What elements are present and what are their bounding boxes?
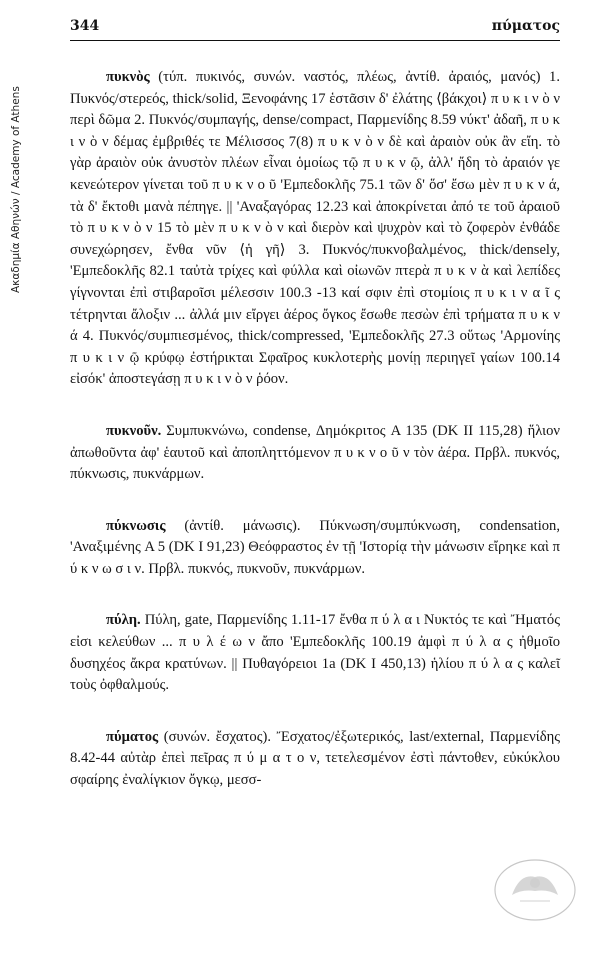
entry-text: (τύπ. πυκινός, συνών. ναστός, πλέως, ἀντίθ. ἀραιός, μανός) 1. Πυκνός/στερεός, thick/solid, Ξενοφάνης 17 ἑστᾶσιν δ' ἐλάτης ⟨βάκχοι⟩ π υ κ ι ν ὸ ν περὶ δῶμα 2. Πυκνός/συμπαγής, dense/compact, Παρμενίδης 8.59 νύκτ' ἀδαῆ, π υ κ ι ν ὸ ν δέμας ἐμβριθές τε Μέλισσος 7(8) π υ κ ν ὸ ν δὲ καὶ ἀραιὸν οὐκ ἂν εἴη. τὸ γὰρ ἀραιὸν οὐκ ἀνυστὸν πλέων εἶναι ὁμοίως τῷ π υ κ ν ῷ, ἀλλ' ἤδη τὸ ἀραιόν γε κενεώτερον γίνεται τοῦ π υ κ ν ο ῦ 'Εμπεδοκλῆς 75.1 τῶν δ' ὅσ' ἔσω μὲν π υ κ ν ά, τὰ δ' ἔκτοθι μανὰ πέπηγε. || 'Αναξαγόρας 12.23 καὶ ἀποκρίνεται ἀπό τε τοῦ ἀραιοῦ τὸ π υ κ ν ὸ ν 15 τὸ μὲν π υ κ ν ὸ ν καὶ διερὸν καὶ ψυχρὸν καὶ τὸ ζοφερὸν ἐνθάδε συνεχώρησεν, ἔνθα νῦν ⟨ἡ γῆ⟩ 3. Πυκνός/πυκνοβαλμένος, thick/densely, 'Εμπεδοκλῆς 82.1 ταὐτὰ τρίχες καὶ φύλλα καὶ οἰωνῶν πτερὰ π υ κ ν ὰ καὶ λεπίδες γίγνονται ἐπὶ στιβαροῖσι μέλεσσιν 100.3 -13 καί σφιν ἐπὶ στομίοις π υ κ ι ν α ῖ ς τέτρηνται ἄλοξιν ... ἀλλά μιν εἴργει ἀέρος ὄγκος ἔσωθε πεσὼν ἐπὶ τρήματα π υ κ ν ά 4. Πυκνός/συμπιεσμένος, thick/compressed, 'Εμπεδοκλῆς 27.3 οὕτως 'Αρμονίης π υ κ ι ν ῷ κρύφῳ ἐστήρικται Σφαῖρος κυκλοτερὴς μονίῃ περιηγεῖ γαίων 100.14 εἰσόκ' ἀποστεγάσῃ π υ κ ι ν ὸ ν ῥόον.	[70, 69, 560, 388]
headword: πύλη.	[106, 612, 141, 629]
entry-pyle	[70, 610, 560, 696]
headword: πυκνὸς	[106, 69, 150, 85]
entry-text: (συνών. ἔσχατος). Ἔσχατος/ἐξωτερικός, last/external, Παρμενίδης 8.42-44 αὐτὰρ ἐπεὶ πεῖρας π ύ μ α τ ο ν, τετελεσμένον ἐστὶ πάντοθεν, εὐκύκλου σφαίρης ἐναλίγκιον ὄγκῳ, μεσσ-	[70, 728, 560, 789]
page-header	[70, 16, 560, 41]
page-number: 344	[70, 18, 100, 34]
headword: πύματος	[106, 728, 159, 745]
entry-text: Πύλη, gate, Παρμενίδης 1.11-17 ἔνθα π ύ λ α ι Νυκτός τε καὶ Ἤματός εἰσι κελεύθων ... π υ λ έ ω ν ἄπο 'Εμπεδοκλῆς 100.19 ἀμφὶ π ύ λ α ς ἠθμοῖο δυσηχέος ἄκρα κρατύνων. || Πυθαγόρειοι 1a (DK I 450,13) ἡλίου π ύ λ α ς καλεῖ τοὺς ὀφθαλμούς.	[70, 612, 560, 694]
entry-pyknos	[70, 67, 560, 391]
library-stamp-icon	[490, 855, 580, 925]
dictionary-body	[70, 67, 560, 822]
headword: πύκνωσις	[106, 517, 166, 534]
archive-watermark: Ακαδημία Αθηνών / Academy of Athens	[10, 86, 22, 294]
entry-pyknoun	[70, 421, 560, 486]
entry-pymatos	[70, 727, 560, 792]
entry-text: (ἀντίθ. μάνωσις). Πύκνωση/συμπύκνωση, condensation, 'Αναξιμένης A 5 (DK I 91,23) Θεόφραστος ἐν τῇ 'Ιστορίᾳ τὴν μάνωσιν εἴρηκε καὶ π ύ κ ν ω σ ι ν. Πρβλ. πυκνός, πυκνοῦν, πυκνάρμων.	[70, 517, 560, 577]
headword: πυκνοῦν.	[106, 422, 162, 439]
entry-pyknosis	[70, 516, 560, 581]
running-head: πύματος	[491, 18, 560, 34]
entry-text: Συμπυκνώνω, condense, Δημόκριτος A 135 (DK II 115,28) ἥλιον ἀπωθοῦντα ἀφ' ἑαυτοῦ καὶ ἀποπληττόμενον π υ κ ν ο ῦ ν τὸν ἀέρα. Πρβλ. πυκνός, πύκνωσις, πυκνάρμων.	[70, 422, 560, 483]
